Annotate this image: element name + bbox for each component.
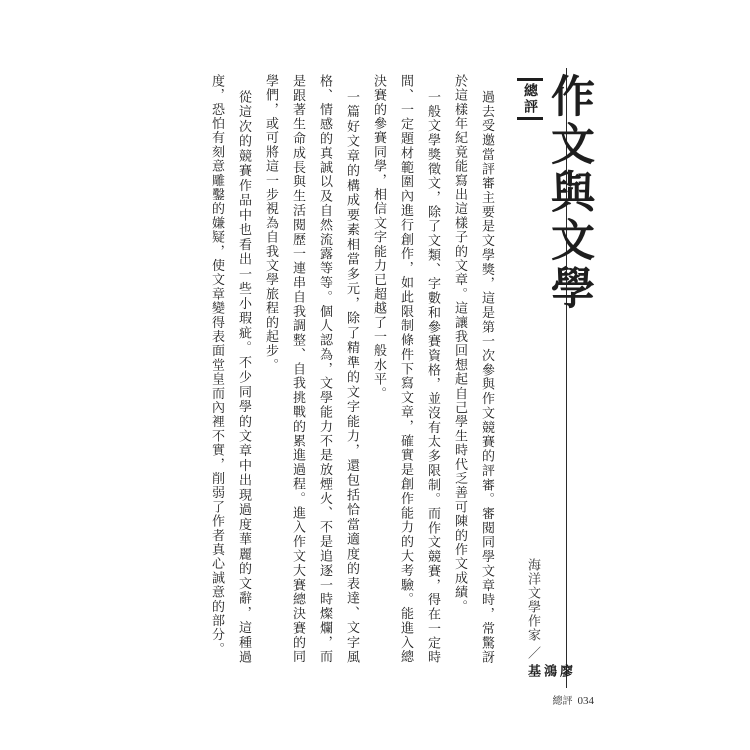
article-title: 作文與文學 <box>543 73 594 313</box>
section-tag: 總評 <box>517 78 543 120</box>
footer-label: 總評 <box>552 696 573 707</box>
page-footer <box>553 692 595 707</box>
article-body <box>185 74 500 664</box>
paragraph-1: 過去受邀當評審主要是文學獎，這是第一次參與作文競賽的評審。審閱同學文章時，常驚訝於這樣年紀竟能寫出這樣子的文章。這讓我回想起自己學生時代乏善可陳的作文成績。 <box>452 74 494 664</box>
author-name: 廖鴻基 <box>525 664 572 678</box>
page-number: 034 <box>577 695 594 707</box>
header-column <box>517 68 612 688</box>
paragraph-2: 一般文學獎徵文，除了文類、字數和參賽資格，並沒有太多限制。而作文競賽，得在一定時間、一定題材範圍內進行創作，如此限制條件下寫文章，確實是創作能力的大考驗。能進入總決賽的參賽同學，相信文字能力已超越了一般水平。 <box>371 74 440 664</box>
paragraph-3: 一篇好文章的構成要素相當多元，除了精準的文字能力，還包括恰當適度的表達、文字風格、情感的真誠以及自然流露等等。個人認為，文學能力不是放煙火、不是追逐一時燦爛，而是跟著生命成長與生活閱歷一連串自我調整、自我挑戰的累進過程。進入作文大賽總決賽的同學們，或可將這一步視為自我文學旅程的起步。 <box>263 74 359 664</box>
author-role: 海洋文學作家 <box>525 558 540 642</box>
author-separator: ／ <box>525 646 540 659</box>
paragraph-4: 從這次的競賽作品中也看出一些小瑕疵。不少同學的文章中出現過度華麗的文辭，這種過度，恐怕有刻意雕鑿的嫌疑，使文章變得表面堂皇而內裡不實，削弱了作者真心誠意的部分。 <box>209 74 251 664</box>
